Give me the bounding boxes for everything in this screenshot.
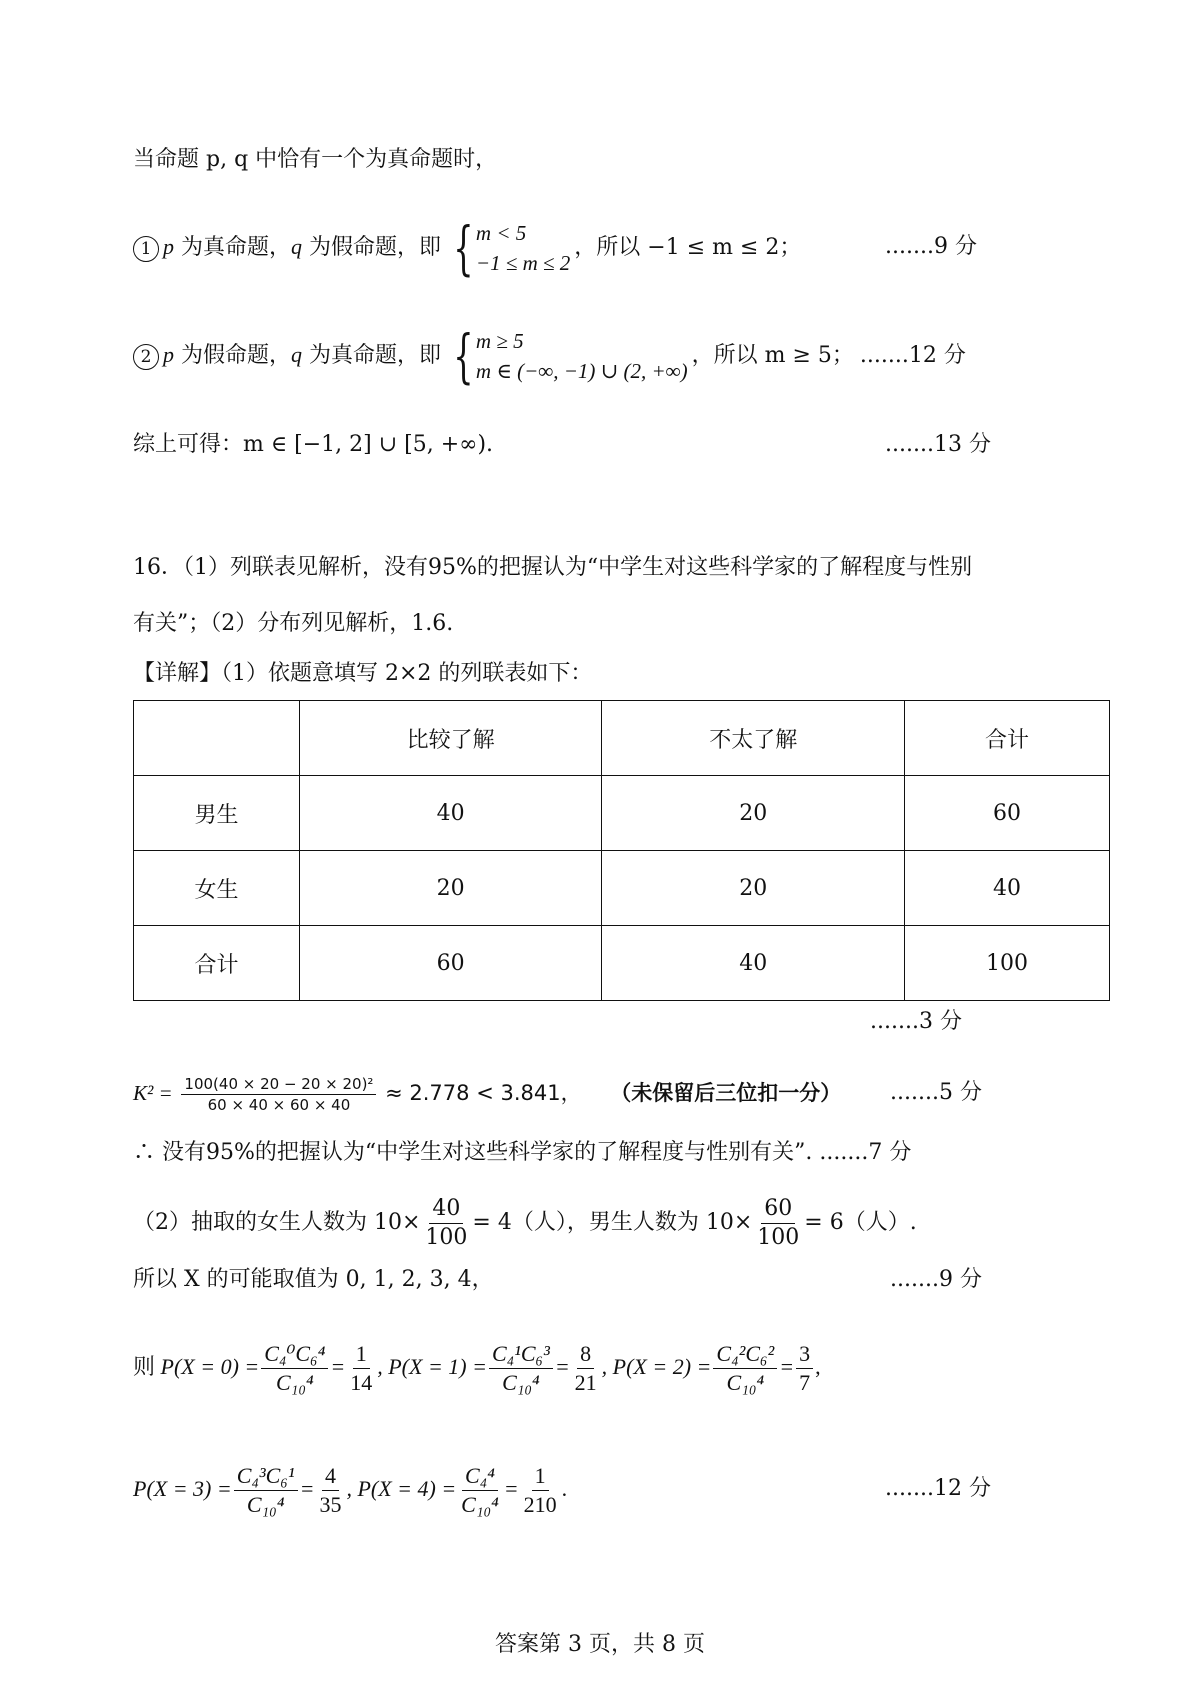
answer-line-2: 有关”；（2）分布列见解析，1.6.	[133, 611, 454, 636]
prob-line-2: P(X = 3) = $\frac{\text{C₄³C₆¹}}{\text{C₁₀⁴}}$ = $\frac{4}{35}$ , P(X = 4) = $\frac{\text{C₄⁴}}{\text{C₁₀⁴}}$ = $\frac{1}{210}$ .	[133, 1463, 568, 1518]
case-2-line	[133, 323, 966, 388]
fraction	[347, 1340, 375, 1397]
table-header: 比较了解	[299, 701, 602, 776]
fraction-numerator: C₄²C₆²	[713, 1340, 777, 1369]
k2-fraction	[181, 1074, 376, 1115]
fraction-numerator: 40	[429, 1195, 463, 1224]
fraction-numerator: 1	[532, 1462, 549, 1491]
fraction	[713, 1340, 777, 1397]
fraction-numerator: 4	[322, 1462, 339, 1491]
table-cell: 40	[905, 851, 1110, 926]
fraction-60-100	[754, 1195, 802, 1252]
conclusion-line: ∴ 没有95%的把握认为“中学生对这些科学家的了解程度与性别有关”. .......7 分	[133, 1140, 912, 1165]
fraction	[489, 1340, 553, 1397]
fraction	[458, 1462, 502, 1519]
text: 为真命题，即	[302, 343, 441, 368]
fraction-numerator: 60	[761, 1195, 795, 1224]
fraction	[796, 1340, 813, 1397]
table-cell: 20	[602, 851, 905, 926]
table-row	[134, 776, 1110, 851]
intro-line: 当命题 p, q 中恰有一个为真命题时，	[133, 147, 498, 172]
fraction-numerator: 100(40 × 20 − 20 × 20)²	[181, 1074, 376, 1095]
fraction-denominator: C₁₀⁴	[246, 1492, 285, 1518]
table-cell: 女生	[134, 851, 300, 926]
fraction-numerator: C₄³C₆¹	[234, 1462, 298, 1491]
part2-line	[133, 1193, 917, 1253]
text: = 6（人）.	[804, 1210, 917, 1235]
var-p: p	[163, 342, 174, 367]
prob-lhs: P(X = 0) =	[160, 1354, 260, 1379]
text: 则	[133, 1354, 156, 1379]
fraction-denominator: 35	[319, 1492, 342, 1518]
fraction-denominator: 21	[574, 1370, 597, 1396]
fraction-denominator: C₁₀⁴	[461, 1492, 499, 1518]
table-cell: 40	[299, 776, 602, 851]
text: 为假命题，即	[302, 235, 441, 260]
text: 为假命题，	[174, 343, 291, 368]
table-cell: 100	[905, 926, 1110, 1001]
fraction-denominator: 210	[523, 1492, 557, 1518]
var-q: q	[291, 234, 302, 259]
score-13: .......13 分	[885, 432, 991, 457]
score-12b: .......12 分	[885, 1476, 991, 1501]
fraction-numerator: 1	[353, 1340, 370, 1369]
prob-lhs: , P(X = 1) =	[377, 1354, 487, 1379]
k2-result: ≈ 2.778 < 3.841，	[385, 1081, 582, 1105]
fraction-denominator: 7	[799, 1370, 811, 1396]
score-9: .......9 分	[885, 234, 977, 259]
system-row: m < 5	[475, 221, 527, 245]
table-cell: 男生	[134, 776, 300, 851]
inequality-system-2	[445, 322, 688, 390]
fraction-denominator: 60 × 40 × 60 × 40	[207, 1095, 351, 1114]
circled-marker-2: 2	[133, 344, 159, 370]
fraction	[261, 1340, 328, 1397]
table-row	[134, 851, 1110, 926]
fraction-denominator: C₁₀⁴	[726, 1370, 765, 1396]
var-p: p	[163, 234, 174, 259]
fraction-numerator: C₄¹C₆³	[489, 1340, 553, 1369]
inequality-system-1	[445, 214, 571, 282]
fraction-denominator: 14	[350, 1370, 373, 1396]
table-header: 不太了解	[602, 701, 905, 776]
text: = 4（人），男生人数为 10×	[472, 1210, 753, 1235]
case-1-line	[133, 215, 801, 280]
table-row	[134, 926, 1110, 1001]
k2-formula-line	[133, 1065, 841, 1121]
contingency-table	[133, 700, 1110, 1001]
x-values-line: 所以 X 的可能取值为 0, 1, 2, 3, 4，	[133, 1267, 494, 1292]
prob-lhs: , P(X = 2) =	[601, 1354, 712, 1379]
table-cell: 40	[602, 926, 905, 1001]
var-q: q	[291, 342, 302, 367]
system-row: m ≥ 5	[475, 329, 524, 353]
table-cell: 60	[299, 926, 602, 1001]
fraction	[521, 1462, 560, 1519]
score-5: .......5 分	[890, 1080, 982, 1105]
score-12: .......12 分	[859, 343, 966, 368]
table-header: 合计	[905, 701, 1110, 776]
fraction-denominator: C₁₀⁴	[502, 1370, 540, 1396]
fraction-numerator: C₄⁴	[462, 1462, 498, 1491]
left-brace-icon: {	[453, 322, 474, 390]
fraction	[572, 1340, 600, 1397]
fraction-numerator: 8	[577, 1340, 594, 1369]
fraction-numerator: C₄⁰C₆⁴	[261, 1340, 328, 1369]
page-footer: 答案第 3 页，共 8 页	[495, 1632, 705, 1657]
prob-lhs: , P(X = 4) =	[346, 1476, 457, 1501]
table-header-row	[134, 701, 1110, 776]
score-3: .......3 分	[870, 1009, 962, 1034]
text: （2）抽取的女生人数为 10×	[133, 1210, 421, 1235]
k2-note: （未保留后三位扣一分）	[610, 1080, 842, 1105]
table-cell	[134, 701, 300, 776]
prob-line-1: 则 P(X = 0) = $\frac{\text{C₄⁰C₆⁴}}{\text{C₁₀⁴}}$ = $\frac{1}{14}$ , P(X = 1) = $\frac{\text{C₄¹C₆³}}{\text{C₁₀⁴}}$ = $\frac{8}{21}$ , P(X = 2) = $\frac{\text{C₄²C₆²}}{\text{C₁₀⁴}}$ = $\frac{3}{7}$ ,	[133, 1341, 821, 1396]
score-9b: .......9 分	[890, 1267, 982, 1292]
text: 为真命题，	[174, 235, 291, 260]
table-cell: 合计	[134, 926, 300, 1001]
prob-lhs: P(X = 3) =	[133, 1476, 232, 1501]
table-cell: 20	[299, 851, 602, 926]
result-text: ，所以 −1 ≤ m ≤ 2；	[574, 235, 802, 260]
fraction-denominator: C₁₀⁴	[276, 1370, 314, 1396]
table-cell: 60	[905, 776, 1110, 851]
fraction-denominator: 100	[757, 1224, 800, 1250]
fraction-denominator: 100	[425, 1224, 468, 1250]
system-row: −1 ≤ m ≤ 2	[475, 251, 571, 275]
answer-line-1: 16．（1）列联表见解析，没有95%的把握认为“中学生对这些科学家的了解程度与性别	[133, 555, 973, 580]
summary-line: 综上可得：m ∈ [−1, 2] ∪ [5, +∞).	[133, 432, 494, 457]
fraction-numerator: 3	[796, 1340, 813, 1369]
detail-intro: 【详解】（1）依题意填写 2×2 的列联表如下：	[133, 661, 593, 686]
table-cell: 20	[602, 776, 905, 851]
result-text: ，所以 m ≥ 5；	[691, 343, 854, 368]
fraction	[316, 1462, 344, 1519]
k2-lhs: K² =	[133, 1081, 173, 1105]
circled-marker-1: 1	[133, 236, 159, 262]
fraction-40-100	[422, 1195, 470, 1252]
fraction	[234, 1462, 298, 1519]
left-brace-icon: {	[453, 214, 474, 282]
system-row: m ∈ (−∞, −1) ∪ (2, +∞)	[475, 359, 688, 383]
